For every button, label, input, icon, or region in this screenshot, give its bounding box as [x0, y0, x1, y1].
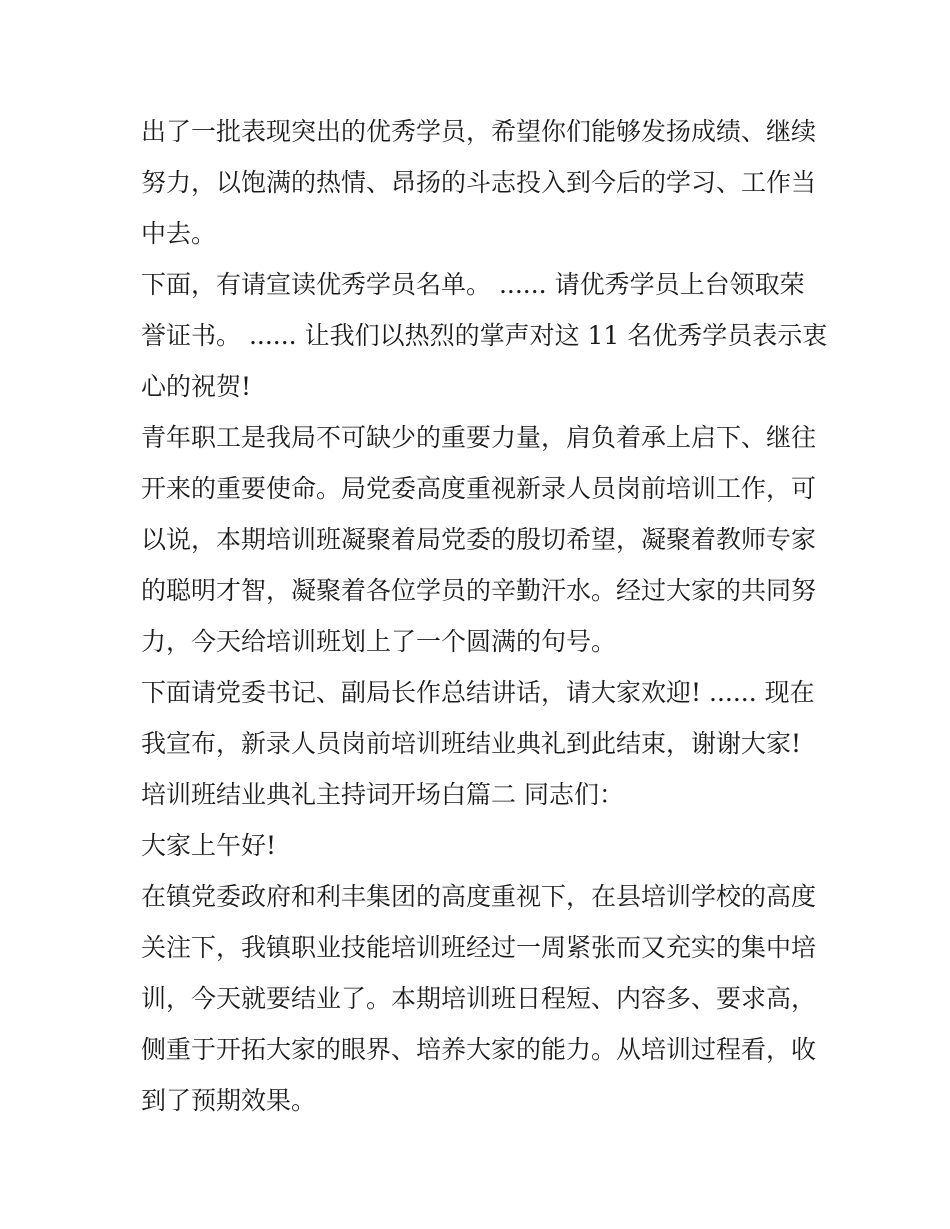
text-line: 到了预期效果。 [141, 1086, 317, 1115]
text-line: 关注下，我镇职业技能培训班经过一周紧张而又充实的集中培 [141, 933, 817, 962]
text-line: 力，今天给培训班划上了一个圆满的句号。 [141, 627, 617, 656]
text-line: 出了一批表现突出的优秀学员，希望你们能够发扬成绩、继续 [141, 117, 817, 146]
text-line: 我宣布，新录人员岗前培训班结业典礼到此结束，谢谢大家! [141, 729, 802, 758]
section-heading-line: 培训班结业典礼主持词开场白篇二 同志们： [141, 780, 624, 809]
text-line: 努力，以饱满的热情、昂扬的斗志投入到今后的学习、工作当 [141, 168, 817, 197]
text-line: 开来的重要使命。局党委高度重视新录人员岗前培训工作，可 [141, 474, 817, 503]
text-line: 以说，本期培训班凝聚着局党委的殷切希望，凝聚着教师专家 [141, 525, 817, 554]
text-line: 下面请党委书记、副局长作总结讲话，请大家欢迎! ...... 现在 [141, 678, 815, 707]
text-line: 在镇党委政府和利丰集团的高度重视下，在县培训学校的高度 [141, 882, 817, 911]
text-line: 的聪明才智，凝聚着各位学员的辛勤汗水。经过大家的共同努 [141, 576, 817, 605]
text-line: 誉证书。 ...... 让我们以热烈的掌声对这 11 名优秀学员表示衷 [141, 321, 828, 350]
text-line: 大家上午好! [141, 831, 277, 860]
text-line: 下面，有请宣读优秀学员名单。 ...... 请优秀学员上台领取荣 [141, 270, 805, 299]
document-body [141, 106, 828, 1126]
text-line: 训，今天就要结业了。本期培训班日程短、内容多、要求高， [141, 984, 817, 1013]
text-line: 侧重于开拓大家的眼界、培养大家的能力。从培训过程看，收 [141, 1035, 817, 1064]
text-line: 心的祝贺! [141, 372, 252, 401]
text-line: 中去。 [141, 219, 217, 248]
text-line: 青年职工是我局不可缺少的重要力量，肩负着承上启下、继往 [141, 423, 817, 452]
